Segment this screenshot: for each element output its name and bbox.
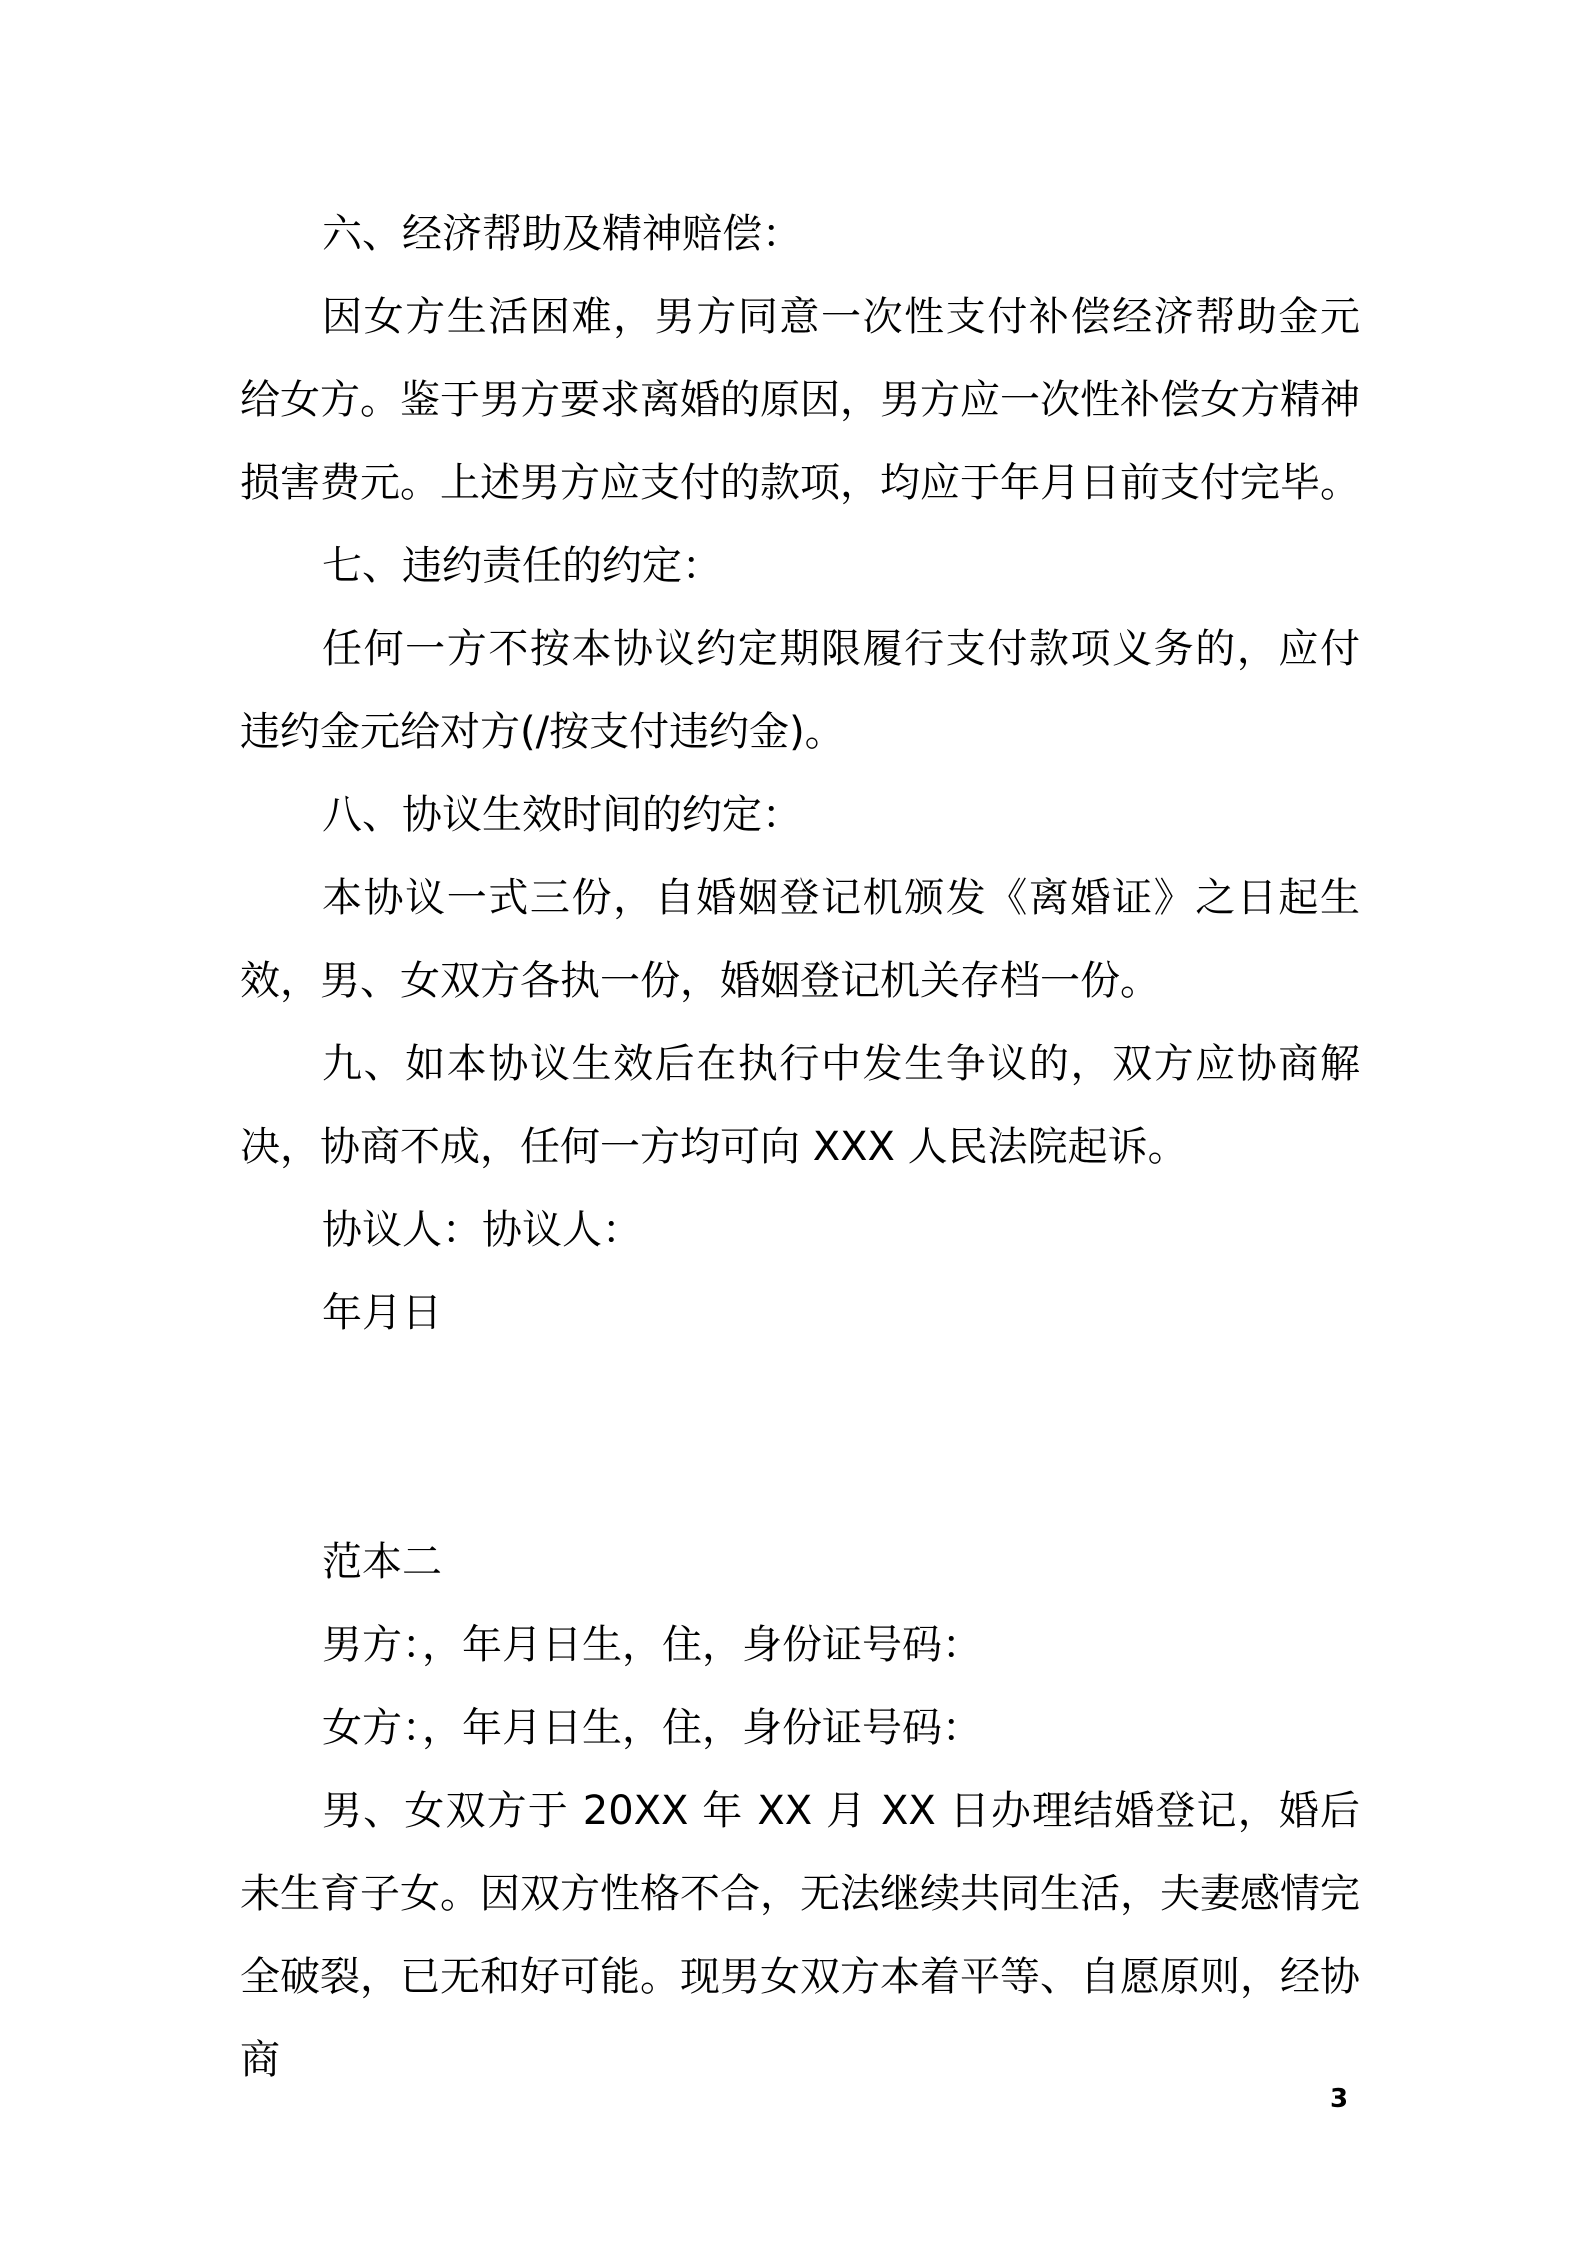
section-six-heading: 六、经济帮助及精神赔偿： [322, 211, 802, 257]
section-six-paragraph: 因女方生活困难，男方同意一次性支付补偿经济帮助金元给女方。鉴于男方要求离婚的原因，男方应一次性补偿女方精神损害费元。上述男方应支付的款项，均应于年月日前支付完毕。 [240, 294, 1360, 506]
section-nine-paragraph: 九、如本协议生效后在执行中发生争议的，双方应协商解决，协商不成，任何一方均可向 XXX 人民法院起诉。 [240, 1041, 1360, 1170]
template-two-title: 范本二 [322, 1539, 442, 1585]
section-eight-paragraph: 本协议一式三份，自婚姻登记机颁发《离婚证》之日起生效，男、女双方各执一份，婚姻登记机关存档一份。 [240, 875, 1360, 1004]
signatories-line: 协议人：协议人： [322, 1207, 642, 1253]
date-line: 年月日 [322, 1290, 442, 1336]
section-seven-paragraph: 任何一方不按本协议约定期限履行支付款项义务的，应付违约金元给对方(/按支付违约金)。 [240, 626, 1360, 755]
template-two-male-line: 男方：，年月日生，住，身份证号码： [322, 1622, 982, 1668]
section-spacer [240, 1355, 1360, 1521]
template-two-intro-paragraph: 男、女双方于 20XX 年 XX 月 XX 日办理结婚登记，婚后未生育子女。因双方性格不合，无法继续共同生活，夫妻感情完全破裂，已无和好可能。现男女双方本着平等、自愿原则，经协商 [240, 1788, 1360, 2083]
section-eight-heading: 八、协议生效时间的约定： [322, 792, 802, 838]
template-two-female-line: 女方：，年月日生，住，身份证号码： [322, 1705, 982, 1751]
section-seven-heading: 七、违约责任的约定： [322, 543, 722, 589]
page-number: 3 [1330, 2084, 1349, 2114]
document-body [240, 193, 1360, 2102]
